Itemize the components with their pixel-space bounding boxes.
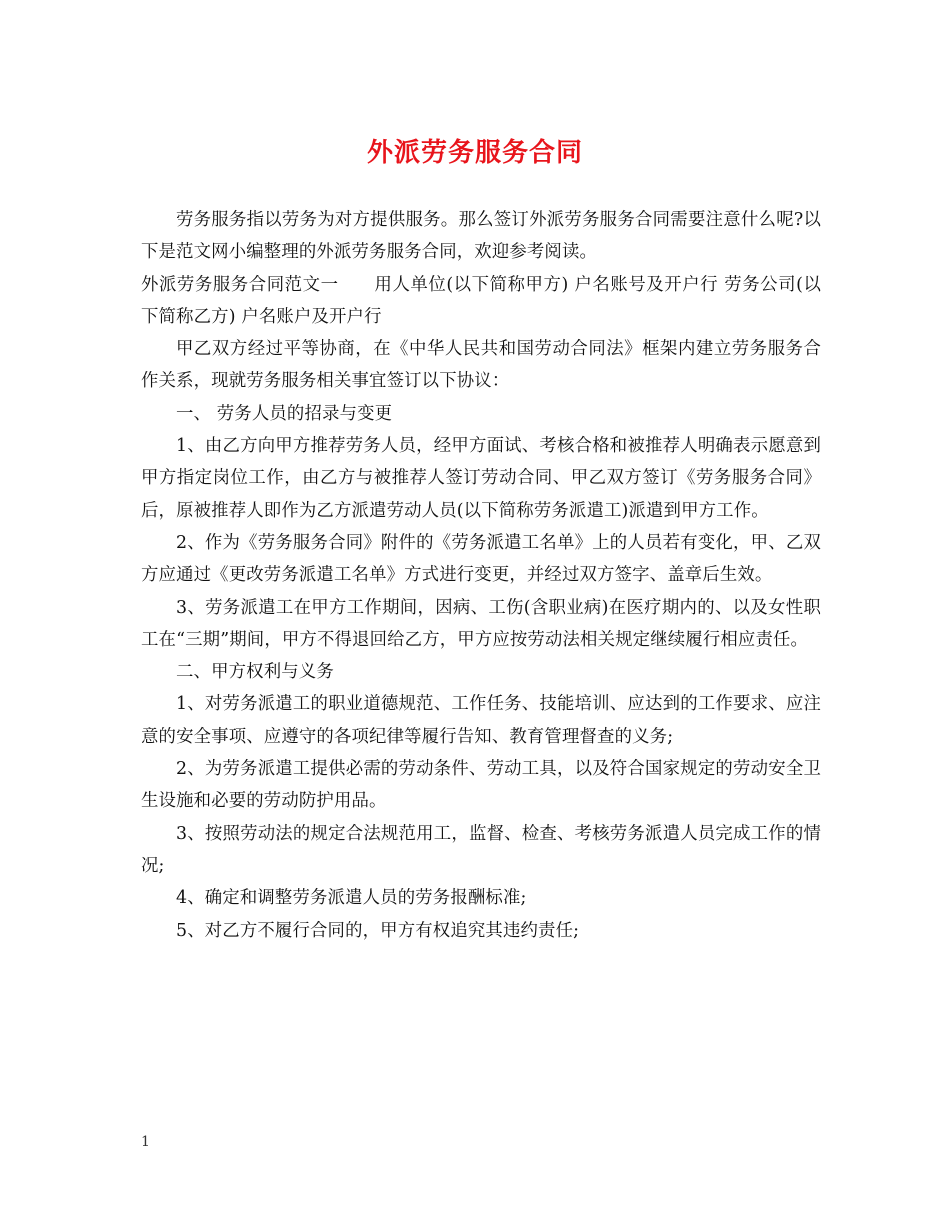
contract-parties-line: 外派劳务服务合同范文一 用人单位(以下简称甲方) 户名账号及开户行 劳务公司(以下简称乙方) 户名账户及开户行 <box>141 274 821 327</box>
clause-2-3: 3、按照劳动法的规定合法规范用工，监督、检查、考核劳务派遣人员完成工作的情况; <box>141 823 821 876</box>
clause-1-2: 2、作为《劳务服务合同》附件的《劳务派遣工名单》上的人员若有变化，甲、乙双方应通过《更改劳务派遣工名单》方式进行变更，并经过双方签字、盖章后生效。 <box>141 532 821 586</box>
document-title: 外派劳务服务合同 <box>366 138 583 168</box>
document-body <box>141 204 821 947</box>
intro-paragraph: 劳务服务指以劳务为对方提供服务。那么签订外派劳务服务合同需要注意什么呢?以下是范文网小编整理的外派劳务服务合同，欢迎参考阅读。 <box>141 210 821 263</box>
clause-2-2: 2、为劳务派遣工提供必需的劳动条件、劳动工具，以及符合国家规定的劳动安全卫生设施和必要的劳动防护用品。 <box>141 759 821 812</box>
page-number: 1 <box>141 1134 150 1150</box>
clause-2-4: 4、确定和调整劳务派遣人员的劳务报酬标准; <box>176 888 527 909</box>
section-heading-1: 一、 劳务人员的招录与变更 <box>176 403 393 424</box>
clause-2-5: 5、对乙方不履行合同的，甲方有权追究其违约责任; <box>176 920 580 941</box>
clause-1-3: 3、劳务派遣工在甲方工作期间，因病、工伤(含职业病)在医疗期内的、以及女性职工在“三期”期间，甲方不得退回给乙方，甲方应按劳动法相关规定继续履行相应责任。 <box>141 597 821 650</box>
clause-1-1: 1、由乙方向甲方推荐劳务人员，经甲方面试、考核合格和被推荐人明确表示愿意到甲方指定岗位工作，由乙方与被推荐人签订劳动合同、甲乙双方签订《劳务服务合同》后，原被推荐人即作为乙方派遣劳动人员(以下简称劳务派遣工)派遣到甲方工作。 <box>141 436 821 521</box>
agreement-preamble: 甲乙双方经过平等协商，在《中华人民共和国劳动合同法》框架内建立劳务服务合作关系，现就劳务服务相关事宜签订以下协议： <box>141 339 821 392</box>
clause-2-1: 1、对劳务派遣工的职业道德规范、工作任务、技能培训、应达到的工作要求、应注意的安全事项、应遵守的各项纪律等履行告知、教育管理督查的义务; <box>141 694 821 747</box>
section-heading-2: 二、甲方权利与义务 <box>176 662 334 683</box>
